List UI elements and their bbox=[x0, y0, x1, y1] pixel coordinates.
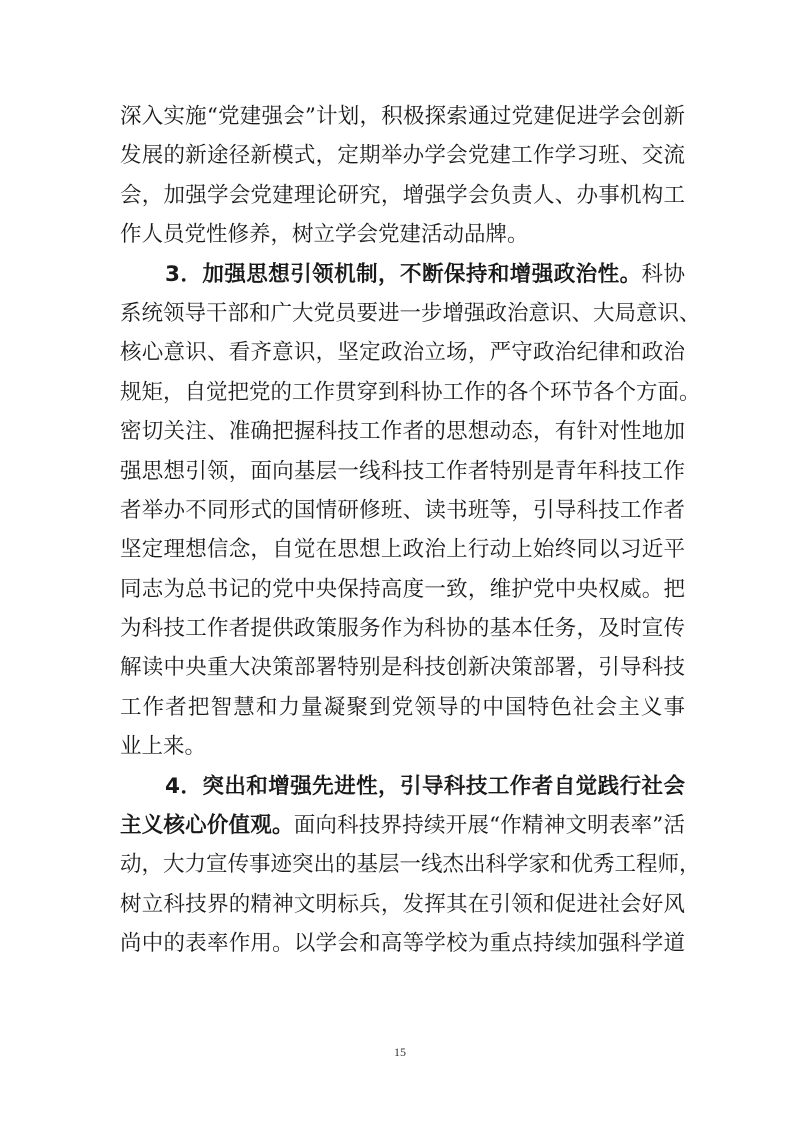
text-line: 同志为总书记的党中央保持高度一致，维护党中央权威。把 bbox=[120, 576, 685, 602]
section-heading: 4．突出和增强先进性，引导科技工作者自觉践行社会 bbox=[165, 773, 685, 799]
text-line: 为科技工作者提供政策服务作为科协的基本任务，及时宣传 bbox=[120, 616, 685, 642]
text-line: 发展的新途径新模式，定期举办学会党建工作学习班、交流 bbox=[120, 143, 685, 169]
text-line bbox=[120, 255, 685, 294]
body-text bbox=[120, 97, 701, 964]
text-line: 规矩，自觉把党的工作贯穿到科协工作的各个环节各个方面。 bbox=[120, 379, 701, 405]
page-number: 15 bbox=[394, 1045, 406, 1059]
text-line: 作人员党性修养，树立学会党建活动品牌。 bbox=[120, 222, 529, 248]
text-line: 工作者把智慧和力量凝聚到党领导的中国特色社会主义事 bbox=[120, 694, 685, 720]
text-line: 解读中央重大决策部署特别是科技创新决策部署，引导科技 bbox=[120, 655, 685, 681]
text-line: 树立科技界的精神文明标兵，发挥其在引领和促进社会好风 bbox=[120, 891, 685, 917]
text-line: 深入实施“党建强会”计划，积极探索通过党建促进学会创新 bbox=[120, 104, 685, 129]
section-heading: 3．加强思想引领机制，不断保持和增强政治性。 bbox=[165, 261, 642, 287]
text-line: 强思想引领，面向基层一线科技工作者特别是青年科技工作 bbox=[120, 458, 685, 484]
text-line: 者举办不同形式的国情研修班、读书班等，引导科技工作者 bbox=[120, 497, 685, 523]
section-heading: 主义核心价值观。 bbox=[120, 813, 294, 839]
text-line bbox=[120, 806, 685, 845]
text-run: 面向科技界持续开展“作精神文明表率”活 bbox=[293, 813, 685, 839]
text-line: 坚定理想信念，自觉在思想上政治上行动上始终同以习近平 bbox=[120, 537, 685, 563]
text-run: 科协 bbox=[641, 261, 685, 287]
text-line: 系统领导干部和广大党员要进一步增强政治意识、大局意识、 bbox=[120, 300, 701, 326]
text-line: 业上来。 bbox=[120, 734, 207, 760]
text-line: 尚中的表率作用。以学会和高等学校为重点持续加强科学道 bbox=[120, 931, 685, 957]
text-line: 密切关注、准确把握科技工作者的思想动态，有针对性地加 bbox=[120, 419, 685, 445]
text-line: 会，加强学会党建理论研究，增强学会负责人、办事机构工 bbox=[120, 182, 685, 208]
text-line: 核心意识、看齐意识，坚定政治立场，严守政治纪律和政治 bbox=[120, 340, 685, 366]
text-line: 动，大力宣传事迹突出的基层一线杰出科学家和优秀工程师， bbox=[120, 852, 701, 878]
